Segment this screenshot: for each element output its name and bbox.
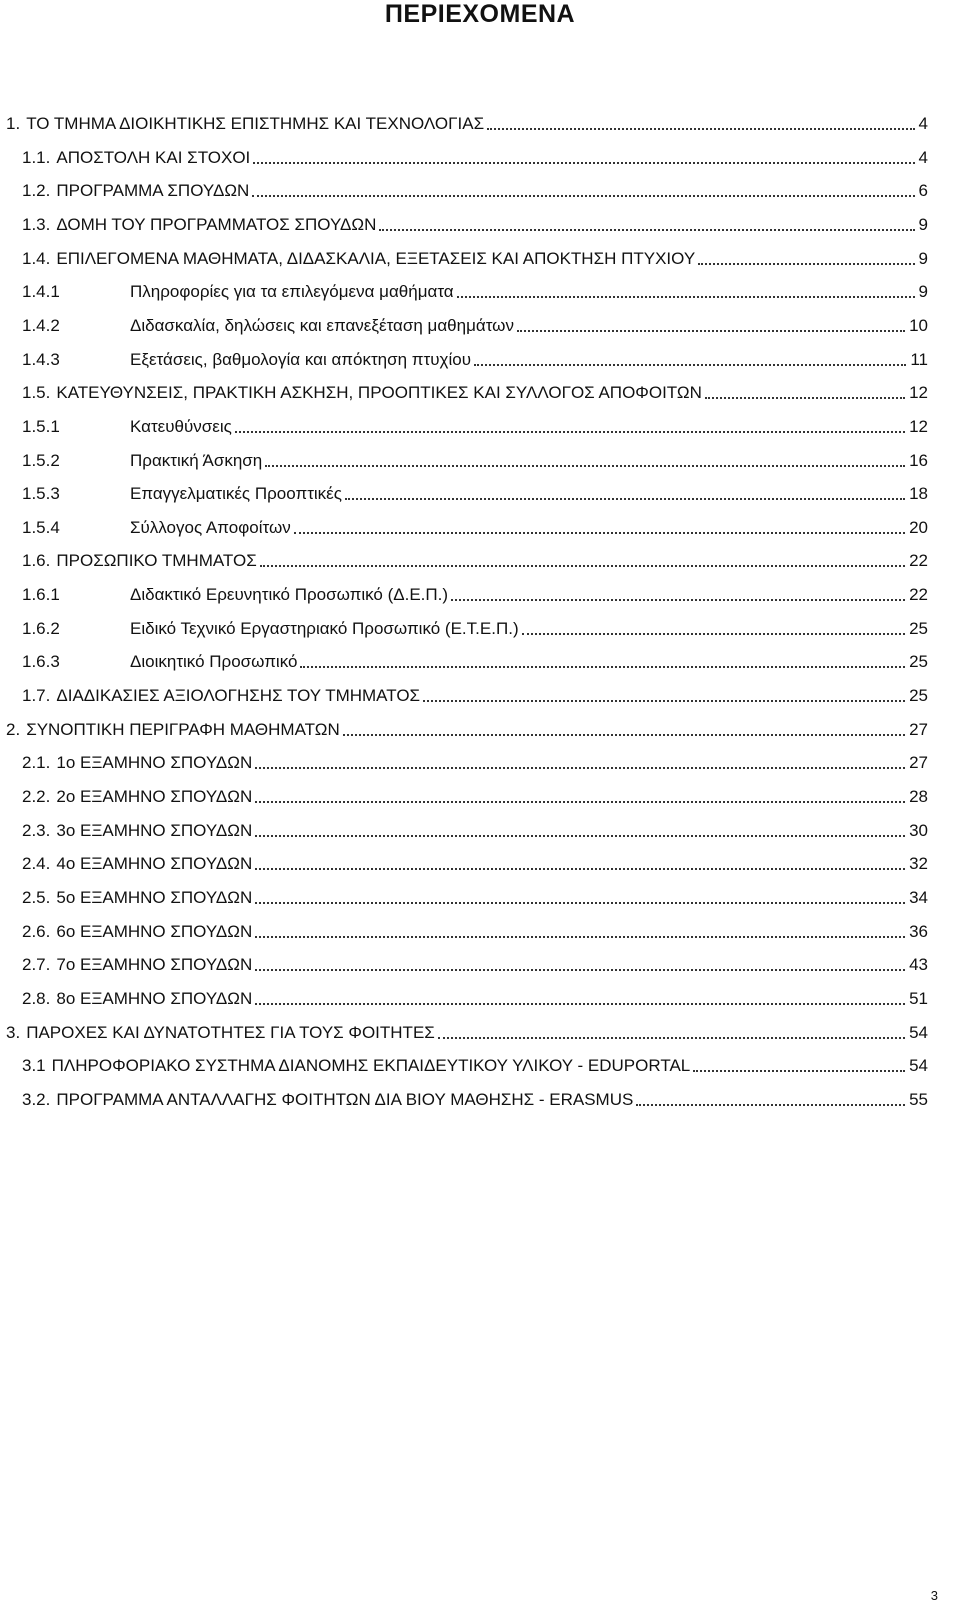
- toc-entry-page: 54: [909, 1023, 928, 1042]
- toc-entry[interactable]: [22, 310, 928, 336]
- toc-entry-page: 43: [909, 955, 928, 974]
- toc-entry-title: Εξετάσεις, βαθμολογία και απόκτηση πτυχίου: [130, 350, 471, 369]
- toc-entry-page: 6: [918, 181, 928, 200]
- toc-entry-number: 2.: [6, 720, 21, 739]
- toc-entry-number: 1.5.: [22, 383, 51, 402]
- toc-dot-leader: [255, 1003, 905, 1005]
- toc-entry-title: ΕΠΙΛΕΓΟΜΕΝΑ ΜΑΘΗΜΑΤΑ, ΔΙΔΑΣΚΑΛΙΑ, ΕΞΕΤΑΣΕΙΣ ΚΑΙ ΑΠΟΚΤΗΣΗ ΠΤΥΧΙΟΥ: [56, 249, 696, 268]
- toc-entry-page: 9: [918, 282, 928, 301]
- toc-entry[interactable]: [22, 175, 928, 201]
- toc-entry-number: 1.2.: [22, 181, 51, 200]
- toc-entry[interactable]: [22, 882, 928, 908]
- toc-entry-number: 2.2.: [22, 787, 51, 806]
- toc-entry-page: 27: [909, 753, 928, 772]
- toc-entry-title: ΚΑΤΕΥΘΥΝΣΕΙΣ, ΠΡΑΚΤΙΚΗ ΑΣΚΗΣΗ, ΠΡΟΟΠΤΙΚΕΣ ΚΑΙ ΣΥΛΛΟΓΟΣ ΑΠΟΦΟΙΤΩΝ: [56, 383, 702, 402]
- toc-dot-leader: [265, 465, 905, 467]
- toc-entry[interactable]: [22, 209, 928, 235]
- toc-dot-leader: [255, 936, 905, 938]
- toc-entry-number: 2.5.: [22, 888, 51, 907]
- toc-entry[interactable]: [22, 781, 928, 807]
- toc-dot-leader: [235, 431, 905, 433]
- toc-entry-number: 1.: [6, 114, 21, 133]
- toc-entry-number: 2.1.: [22, 753, 51, 772]
- toc-entry-page: 32: [909, 854, 928, 873]
- toc-entry-title: 4ο ΕΞΑΜΗΝΟ ΣΠΟΥΔΩΝ: [56, 854, 253, 873]
- toc-entry[interactable]: [22, 983, 928, 1009]
- toc-entry-number: 1.7.: [22, 686, 51, 705]
- toc-entry-title: Κατευθύνσεις: [130, 417, 232, 436]
- toc-entry-number: 1.6.2: [22, 619, 60, 638]
- toc-entry-page: 16: [909, 451, 928, 470]
- toc-entry-title: Διοικητικό Προσωπικό: [130, 652, 298, 671]
- toc-dot-leader: [255, 868, 905, 870]
- toc-entry-number: 2.7.: [22, 955, 51, 974]
- toc-entry-title: Διδακτικό Ερευνητικό Προσωπικό (Δ.Ε.Π.): [130, 585, 449, 604]
- toc-entry-title: ΠΛΗΡΟΦΟΡΙΑΚΟ ΣΥΣΤΗΜΑ ΔΙΑΝΟΜΗΣ ΕΚΠΑΙΔΕΥΤΙΚΟΥ ΥΛΙΚΟΥ - EDUPORTAL: [51, 1056, 691, 1075]
- toc-entry-page: 22: [909, 551, 928, 570]
- toc-entry-number: 3.1: [22, 1056, 46, 1075]
- toc-entry[interactable]: [22, 949, 928, 975]
- toc-entry[interactable]: [6, 108, 928, 134]
- toc-entry[interactable]: [22, 344, 928, 370]
- toc-entry-title: Πρακτική Άσκηση: [130, 451, 263, 470]
- toc-entry[interactable]: [22, 411, 928, 437]
- toc-entry-number: 2.4.: [22, 854, 51, 873]
- toc-entry-number: 3.2.: [22, 1090, 51, 1109]
- toc-entry[interactable]: [22, 1084, 928, 1110]
- toc-entry[interactable]: [22, 142, 928, 168]
- toc-entry-page: 9: [918, 249, 928, 268]
- toc-dot-leader: [343, 734, 905, 736]
- toc-dot-leader: [252, 195, 914, 197]
- toc-entry-title: 7ο ΕΞΑΜΗΝΟ ΣΠΟΥΔΩΝ: [56, 955, 253, 974]
- toc-entry-title: ΤΟ ΤΜΗΜΑ ΔΙΟΙΚΗΤΙΚΗΣ ΕΠΙΣΤΗΜΗΣ ΚΑΙ ΤΕΧΝΟΛΟΓΙΑΣ: [26, 114, 485, 133]
- toc-dot-leader: [636, 1104, 905, 1106]
- toc-entry-title: Επαγγελματικές Προοπτικές: [130, 484, 342, 503]
- toc-entry-title: ΠΡΟΣΩΠΙΚΟ ΤΜΗΜΑΤΟΣ: [56, 551, 257, 570]
- toc-dot-leader: [451, 599, 905, 601]
- toc-entry-page: 55: [909, 1090, 928, 1109]
- toc-entry-title: Σύλλογος Αποφοίτων: [130, 518, 291, 537]
- toc-entry-number: 2.6.: [22, 922, 51, 941]
- toc-entry-page: 30: [909, 821, 928, 840]
- toc-entry-title: ΠΑΡΟΧΕΣ ΚΑΙ ΔΥΝΑΤΟΤΗΤΕΣ ΓΙΑ ΤΟΥΣ ΦΟΙΤΗΤΕΣ: [26, 1023, 435, 1042]
- toc-dot-leader: [423, 700, 905, 702]
- toc-entry[interactable]: [22, 680, 928, 706]
- toc-dot-leader: [255, 969, 905, 971]
- toc-entry-number: 2.3.: [22, 821, 51, 840]
- toc-dot-leader: [255, 801, 905, 803]
- toc-entry[interactable]: [6, 1017, 928, 1043]
- toc-entry[interactable]: [22, 445, 928, 471]
- page-title: ΠΕΡΙΕΧΟΜΕΝΑ: [384, 0, 576, 28]
- toc-entry-number: 1.4.: [22, 249, 51, 268]
- toc-entry-number: 1.5.1: [22, 417, 60, 436]
- toc-entry[interactable]: [22, 916, 928, 942]
- toc-entry-number: 1.5.3: [22, 484, 60, 503]
- toc-entry-page: 25: [909, 652, 928, 671]
- toc-entry-page: 34: [909, 888, 928, 907]
- toc-dot-leader: [253, 162, 914, 164]
- toc-entry-title: Διδασκαλία, δηλώσεις και επανεξέταση μαθημάτων: [130, 316, 514, 335]
- toc-entry-page: 12: [909, 383, 928, 402]
- toc-dot-leader: [260, 565, 905, 567]
- toc-dot-leader: [294, 532, 905, 534]
- toc-entry-title: 1ο ΕΞΑΜΗΝΟ ΣΠΟΥΔΩΝ: [56, 753, 253, 772]
- toc-entry-number: 1.6.3: [22, 652, 60, 671]
- toc-entry-number: 1.4.2: [22, 316, 60, 335]
- toc-entry-number: 1.3.: [22, 215, 51, 234]
- toc-entry[interactable]: [22, 377, 928, 403]
- toc-entry-title: 6ο ΕΞΑΜΗΝΟ ΣΠΟΥΔΩΝ: [56, 922, 253, 941]
- toc-entry-number: 1.4.3: [22, 350, 60, 369]
- toc-dot-leader: [457, 296, 915, 298]
- toc-entry[interactable]: [22, 579, 928, 605]
- toc-entry[interactable]: [22, 613, 928, 639]
- toc-entry-page: 28: [909, 787, 928, 806]
- toc-entry-title: 3ο ΕΞΑΜΗΝΟ ΣΠΟΥΔΩΝ: [56, 821, 253, 840]
- toc-entry-title: ΔΟΜΗ ΤΟΥ ΠΡΟΓΡΑΜΜΑΤΟΣ ΣΠΟΥΔΩΝ: [56, 215, 377, 234]
- toc-entry-page: 4: [918, 114, 928, 133]
- toc-entry-page: 4: [918, 148, 928, 167]
- toc-dot-leader: [255, 767, 905, 769]
- toc-entry-title: ΠΡΟΓΡΑΜΜΑ ΣΠΟΥΔΩΝ: [56, 181, 250, 200]
- toc-entry-page: 12: [909, 417, 928, 436]
- toc-entry-title: ΑΠΟΣΤΟΛΗ ΚΑΙ ΣΤΟΧΟΙ: [56, 148, 251, 167]
- toc-entry-page: 20: [909, 518, 928, 537]
- toc-entry-number: 1.5.4: [22, 518, 60, 537]
- toc-entry-number: 1.6.: [22, 551, 51, 570]
- toc-dot-leader: [522, 633, 905, 635]
- toc-dot-leader: [517, 330, 905, 332]
- toc-entry-title: 2ο ΕΞΑΜΗΝΟ ΣΠΟΥΔΩΝ: [56, 787, 253, 806]
- toc-dot-leader: [693, 1070, 905, 1072]
- toc-entry-title: ΔΙΑΔΙΚΑΣΙΕΣ ΑΞΙΟΛΟΓΗΣΗΣ ΤΟΥ ΤΜΗΜΑΤΟΣ: [56, 686, 421, 705]
- toc-entry-title: ΣΥΝΟΠΤΙΚΗ ΠΕΡΙΓΡΑΦΗ ΜΑΘΗΜΑΤΩΝ: [26, 720, 340, 739]
- toc-entry[interactable]: [22, 815, 928, 841]
- toc-entry-page: 10: [909, 316, 928, 335]
- toc-dot-leader: [379, 229, 914, 231]
- toc-entry-title: 5ο ΕΞΑΜΗΝΟ ΣΠΟΥΔΩΝ: [56, 888, 253, 907]
- toc-entry[interactable]: [22, 545, 928, 571]
- toc-entry[interactable]: [22, 478, 928, 504]
- toc-entry-page: 25: [909, 619, 928, 638]
- toc-entry-number: 1.4.1: [22, 282, 60, 301]
- toc-entry[interactable]: [22, 848, 928, 874]
- toc-dot-leader: [487, 128, 914, 130]
- toc-dot-leader: [255, 835, 905, 837]
- page-number: 3: [930, 1588, 938, 1603]
- toc-entry-title: Πληροφορίες για τα επιλεγόμενα μαθήματα: [130, 282, 454, 301]
- toc-entry-number: 2.8.: [22, 989, 51, 1008]
- toc-dot-leader: [474, 364, 906, 366]
- toc-dot-leader: [345, 498, 905, 500]
- toc-entry-title: Ειδικό Τεχνικό Εργαστηριακό Προσωπικό (Ε.Τ.Ε.Π.): [130, 619, 519, 638]
- toc-dot-leader: [438, 1037, 905, 1039]
- toc-entry-page: 18: [909, 484, 928, 503]
- toc-entry-number: 1.6.1: [22, 585, 60, 604]
- toc-dot-leader: [698, 263, 914, 265]
- toc-entry[interactable]: [22, 512, 928, 538]
- toc-entry-page: 54: [909, 1056, 928, 1075]
- toc-entry-page: 22: [909, 585, 928, 604]
- toc-entry[interactable]: [6, 714, 928, 740]
- toc-entry[interactable]: [22, 276, 928, 302]
- toc-dot-leader: [255, 902, 905, 904]
- toc-dot-leader: [705, 397, 905, 399]
- toc-entry[interactable]: [22, 747, 928, 773]
- toc-entry-page: 36: [909, 922, 928, 941]
- toc-entry[interactable]: [22, 243, 928, 269]
- toc-entry-page: 25: [909, 686, 928, 705]
- toc-entry[interactable]: [22, 1050, 928, 1076]
- toc-entry-number: 1.5.2: [22, 451, 60, 470]
- toc-entry-page: 9: [918, 215, 928, 234]
- toc-entry-title: ΠΡΟΓΡΑΜΜΑ ΑΝΤΑΛΛΑΓΗΣ ΦΟΙΤΗΤΩΝ ΔΙΑ ΒΙΟΥ ΜΑΘΗΣΗΣ - ERASMUS: [56, 1090, 634, 1109]
- toc-entry-title: 8ο ΕΞΑΜΗΝΟ ΣΠΟΥΔΩΝ: [56, 989, 253, 1008]
- toc-entry-number: 3.: [6, 1023, 21, 1042]
- toc-entry-page: 51: [909, 989, 928, 1008]
- toc-entry-number: 1.1.: [22, 148, 51, 167]
- toc-entry-page: 11: [910, 350, 928, 369]
- toc-entry-page: 27: [909, 720, 928, 739]
- toc-entry[interactable]: [22, 646, 928, 672]
- toc-dot-leader: [300, 666, 905, 668]
